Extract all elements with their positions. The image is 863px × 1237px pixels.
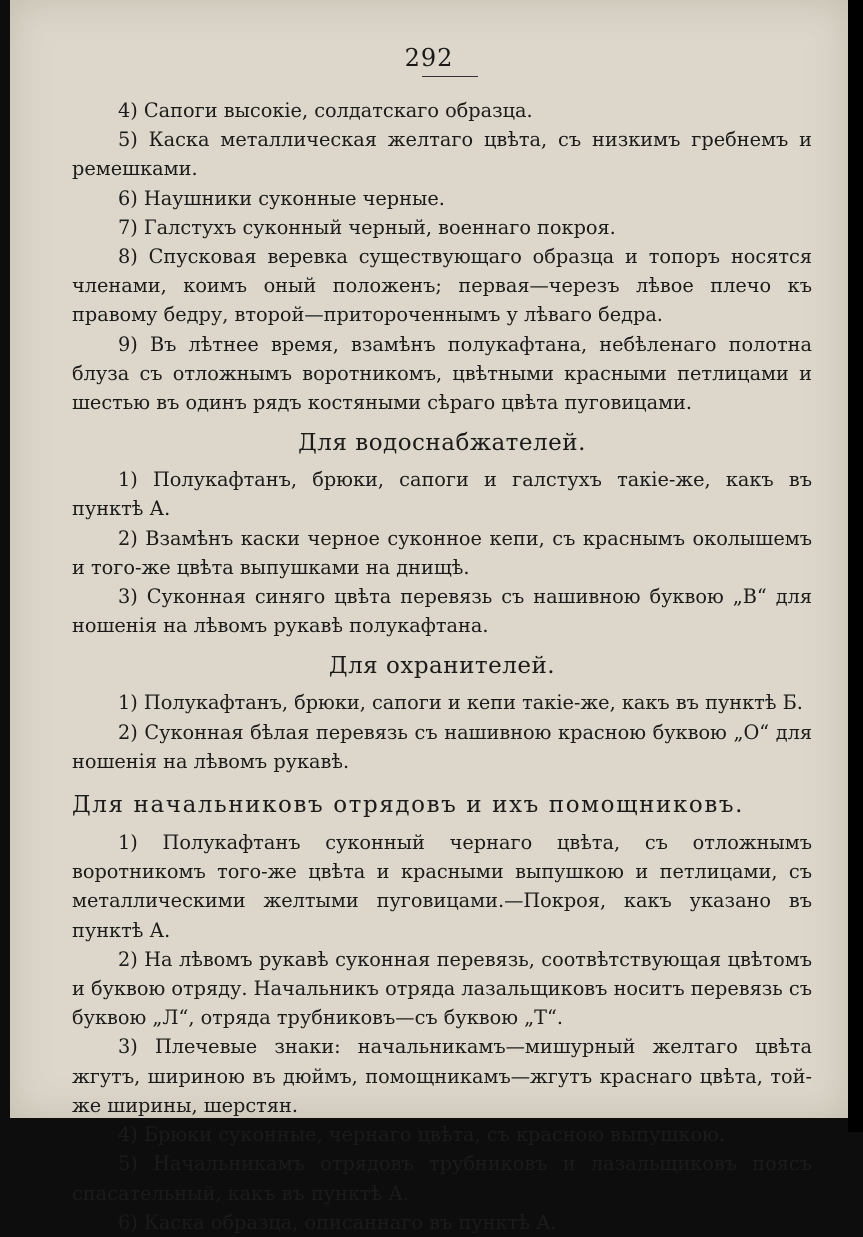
page-number-underline xyxy=(422,76,478,77)
list-item: 1) Полукафтанъ, брюки, сапоги и галстухъ такіе-же, какъ въ пунктѣ А. xyxy=(72,468,812,521)
list-item: 4) Брюки суконные, чернаго цвѣта, съ красною выпушкою. xyxy=(118,1123,725,1147)
book-page xyxy=(10,0,848,1234)
list-item: 9) Въ лѣтнее время, взамѣнъ полукафтана, небѣленаго полотна блуза съ отложнымъ воротникомъ, цвѣтными красными петлицами и шестью въ одинъ рядъ костяными сѣраго цвѣта пуговицами. xyxy=(72,332,812,415)
list-item: 7) Галстухъ суконный черный, военнаго покроя. xyxy=(118,215,616,239)
list-item: 2) На лѣвомъ рукавѣ суконная перевязь, соотвѣтствующая цвѣтомъ и буквою отряду. Начальникъ отряда лазальщиковъ носитъ перевязь съ буквою „Л“, отряда трубниковъ—съ буквою „Т“. xyxy=(72,947,812,1030)
list-item: 2) Взамѣнъ каски черное суконное кепи, съ краснымъ околышемъ и того-же цвѣта выпушками на днищѣ. xyxy=(72,526,812,579)
list-item: 3) Плечевые знаки: начальникамъ—мишурный желтаго цвѣта жгутъ, шириною въ дюймъ, помощникамъ—жгутъ краснаго цвѣта, той-же ширины, шерстян. xyxy=(72,1035,812,1117)
list-item: 4) Сапоги высокіе, солдатскаго образца. xyxy=(118,99,533,122)
list-item: 8) Спусковая веревка существующаго образца и топоръ носятся членами, коимъ оный положенъ; первая—черезъ лѣвое плечо къ правому бедру, второй—притороченнымъ у лѣваго бедра. xyxy=(72,245,812,327)
scan-border xyxy=(848,0,863,1132)
page-body xyxy=(72,96,812,1237)
list-item: 1) Полукафтанъ суконный чернаго цвѣта, съ отложнымъ воротникомъ того-же цвѣта и красными выпушкою и петлицами, съ металлическими желтыми пуговицами.—Покроя, какъ указано въ пунктѣ А. xyxy=(72,831,812,942)
list-item: 5) Начальникамъ отрядовъ трубниковъ и лазальщиковъ поясъ спасательный, какъ въ пунктѣ А. xyxy=(72,1152,812,1205)
list-item: 2) Суконная бѣлая перевязь съ нашивною красною буквою „О“ для ношенія на лѣвомъ рукавѣ. xyxy=(72,720,812,773)
list-item: 5) Каска металлическая желтаго цвѣта, съ низкимъ гребнемъ и ремешками. xyxy=(72,128,812,181)
list-item: 6) Наушники суконные черные. xyxy=(118,186,445,210)
section-heading-water: Для водоснабжателей. xyxy=(298,430,586,457)
section-heading-chiefs: Для начальниковъ отрядовъ и ихъ помощниковъ. xyxy=(72,792,745,819)
list-item: 1) Полукафтанъ, брюки, сапоги и кепи такіе-же, какъ въ пунктѣ Б. xyxy=(118,691,803,715)
list-item: 3) Суконная синяго цвѣта перевязь съ нашивною буквою „В“ для ношенія на лѣвомъ рукавѣ полукафтана. xyxy=(72,585,812,638)
page-number: 292 xyxy=(404,44,454,72)
section-heading-guards: Для охранителей. xyxy=(328,653,556,680)
list-item: 6) Каска образца, описаннаго въ пунктѣ А. xyxy=(118,1210,557,1234)
